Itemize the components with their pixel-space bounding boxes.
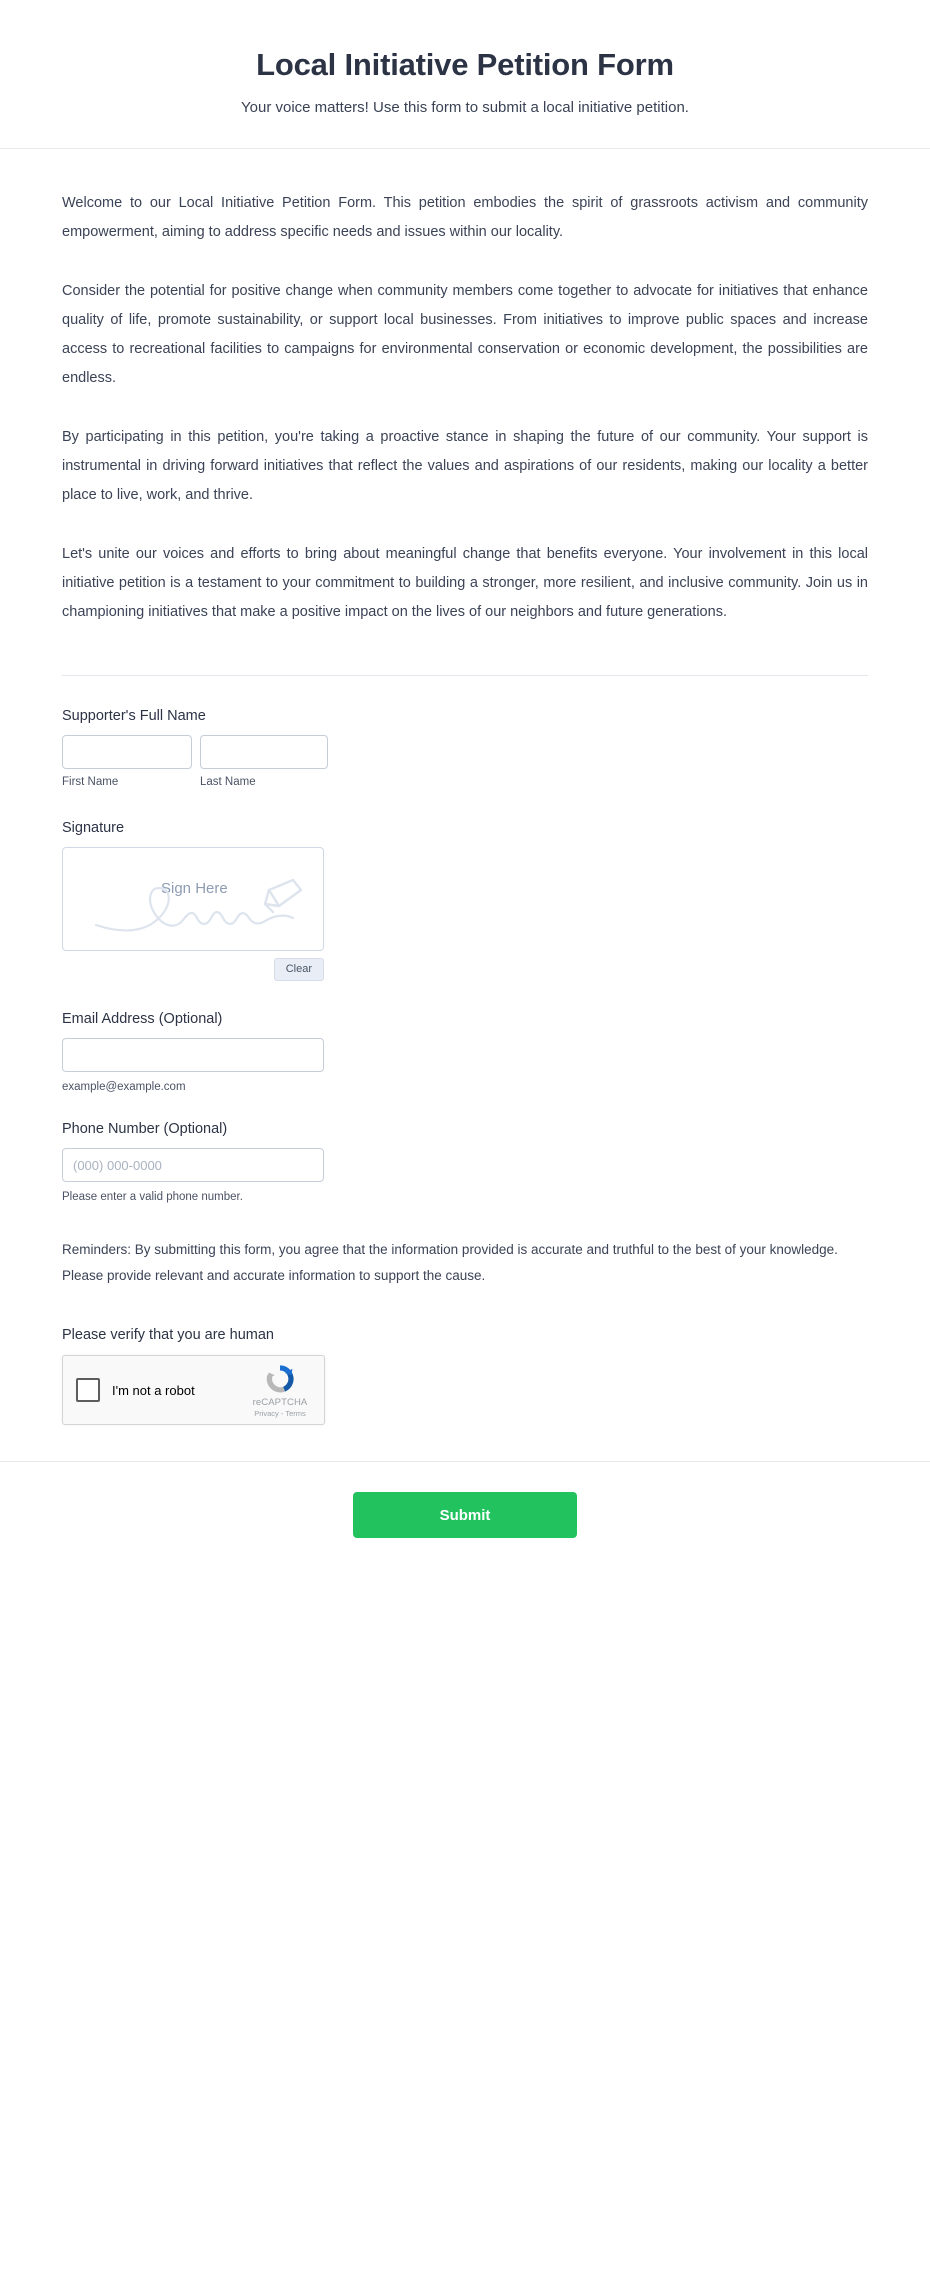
field-phone bbox=[62, 1121, 868, 1203]
phone-label: Phone Number (Optional) bbox=[62, 1121, 228, 1138]
page-subtitle: Your voice matters! Use this form to submit a local initiative petition. bbox=[241, 99, 689, 117]
recaptcha-widget[interactable] bbox=[62, 1355, 325, 1425]
recaptcha-logo-icon bbox=[263, 1362, 297, 1396]
recaptcha-branding bbox=[244, 1362, 316, 1418]
recaptcha-legal-links bbox=[244, 1409, 316, 1418]
intro-paragraph-2: Consider the potential for positive change when community members come together to advocate for initiatives that enhance quality of life, promote sustainability, or support local businesses. From initiatives to improve public spaces and increase access to recreational facilities to campaigns for environmental conservation or economic development, the possibilities are endless. bbox=[62, 283, 868, 387]
form-body bbox=[0, 149, 930, 1425]
form-footer bbox=[0, 1461, 930, 1582]
full-name-label: Supporter's Full Name bbox=[62, 708, 206, 725]
email-hint: example@example.com bbox=[62, 1081, 186, 1094]
recaptcha-checkbox-label: I'm not a robot bbox=[112, 1382, 195, 1398]
signature-placeholder bbox=[63, 848, 323, 950]
intro-paragraph-4: Let's unite our voices and efforts to bring about meaningful change that benefits everyone. Your involvement in this local initiative petition is a testament to your commitment to building a stronger, more resilient, and inclusive community. Join us in championing initiatives that make a positive impact on the lives of our neighbors and future generations. bbox=[62, 546, 868, 621]
recaptcha-checkbox[interactable] bbox=[76, 1378, 100, 1402]
intro-paragraph-3: By participating in this petition, you're taking a proactive stance in shaping the future of our community. Your support is instrumental in driving forward initiatives that reflect the values and aspirations of our residents, making our locality a better place to live, work, and thrive. bbox=[62, 429, 868, 504]
signature-wrapper bbox=[62, 847, 324, 981]
phone-field[interactable] bbox=[62, 1148, 324, 1182]
recaptcha-brand-name: reCAPTCHA bbox=[252, 1397, 308, 1409]
signature-pad[interactable] bbox=[62, 847, 324, 951]
signature-label: Signature bbox=[62, 820, 125, 837]
first-name-input[interactable] bbox=[62, 735, 192, 769]
email-label: Email Address (Optional) bbox=[62, 1011, 223, 1028]
signature-clear-row bbox=[62, 958, 324, 981]
recaptcha-terms-link[interactable]: Terms bbox=[285, 1409, 306, 1419]
first-name-sublabel: First Name bbox=[62, 776, 119, 789]
section-divider bbox=[62, 675, 868, 676]
field-captcha bbox=[62, 1327, 868, 1425]
pen-icon bbox=[63, 848, 324, 951]
reminders-text: Reminders: By submitting this form, you agree that the information provided is accurate and truthful to the best of your knowledge. Please provide relevant and accurate information to support the cause. bbox=[62, 1242, 838, 1284]
phone-hint: Please enter a valid phone number. bbox=[62, 1191, 243, 1204]
field-full-name bbox=[62, 708, 868, 788]
intro-text-block bbox=[62, 179, 868, 627]
captcha-label: Please verify that you are human bbox=[62, 1327, 274, 1344]
page-title: Local Initiative Petition Form bbox=[256, 47, 674, 82]
field-email bbox=[62, 1011, 868, 1093]
field-signature bbox=[62, 820, 868, 981]
clear-signature-button[interactable]: Clear bbox=[274, 958, 324, 981]
submit-button[interactable]: Submit bbox=[353, 1492, 577, 1538]
recaptcha-link-separator: - bbox=[278, 1409, 286, 1419]
signature-hint-text: Sign Here bbox=[161, 880, 228, 898]
form-header bbox=[0, 0, 930, 149]
last-name-input[interactable] bbox=[200, 735, 328, 769]
last-name-group bbox=[200, 735, 328, 788]
first-name-group bbox=[62, 735, 192, 788]
email-field[interactable] bbox=[62, 1038, 324, 1072]
recaptcha-privacy-link[interactable]: Privacy bbox=[254, 1409, 279, 1419]
last-name-sublabel: Last Name bbox=[200, 776, 256, 789]
intro-paragraph-1: Welcome to our Local Initiative Petition Form. This petition embodies the spirit of grassroots activism and community empowerment, aiming to address specific needs and issues within our locality. bbox=[62, 195, 868, 241]
name-row bbox=[62, 735, 868, 788]
